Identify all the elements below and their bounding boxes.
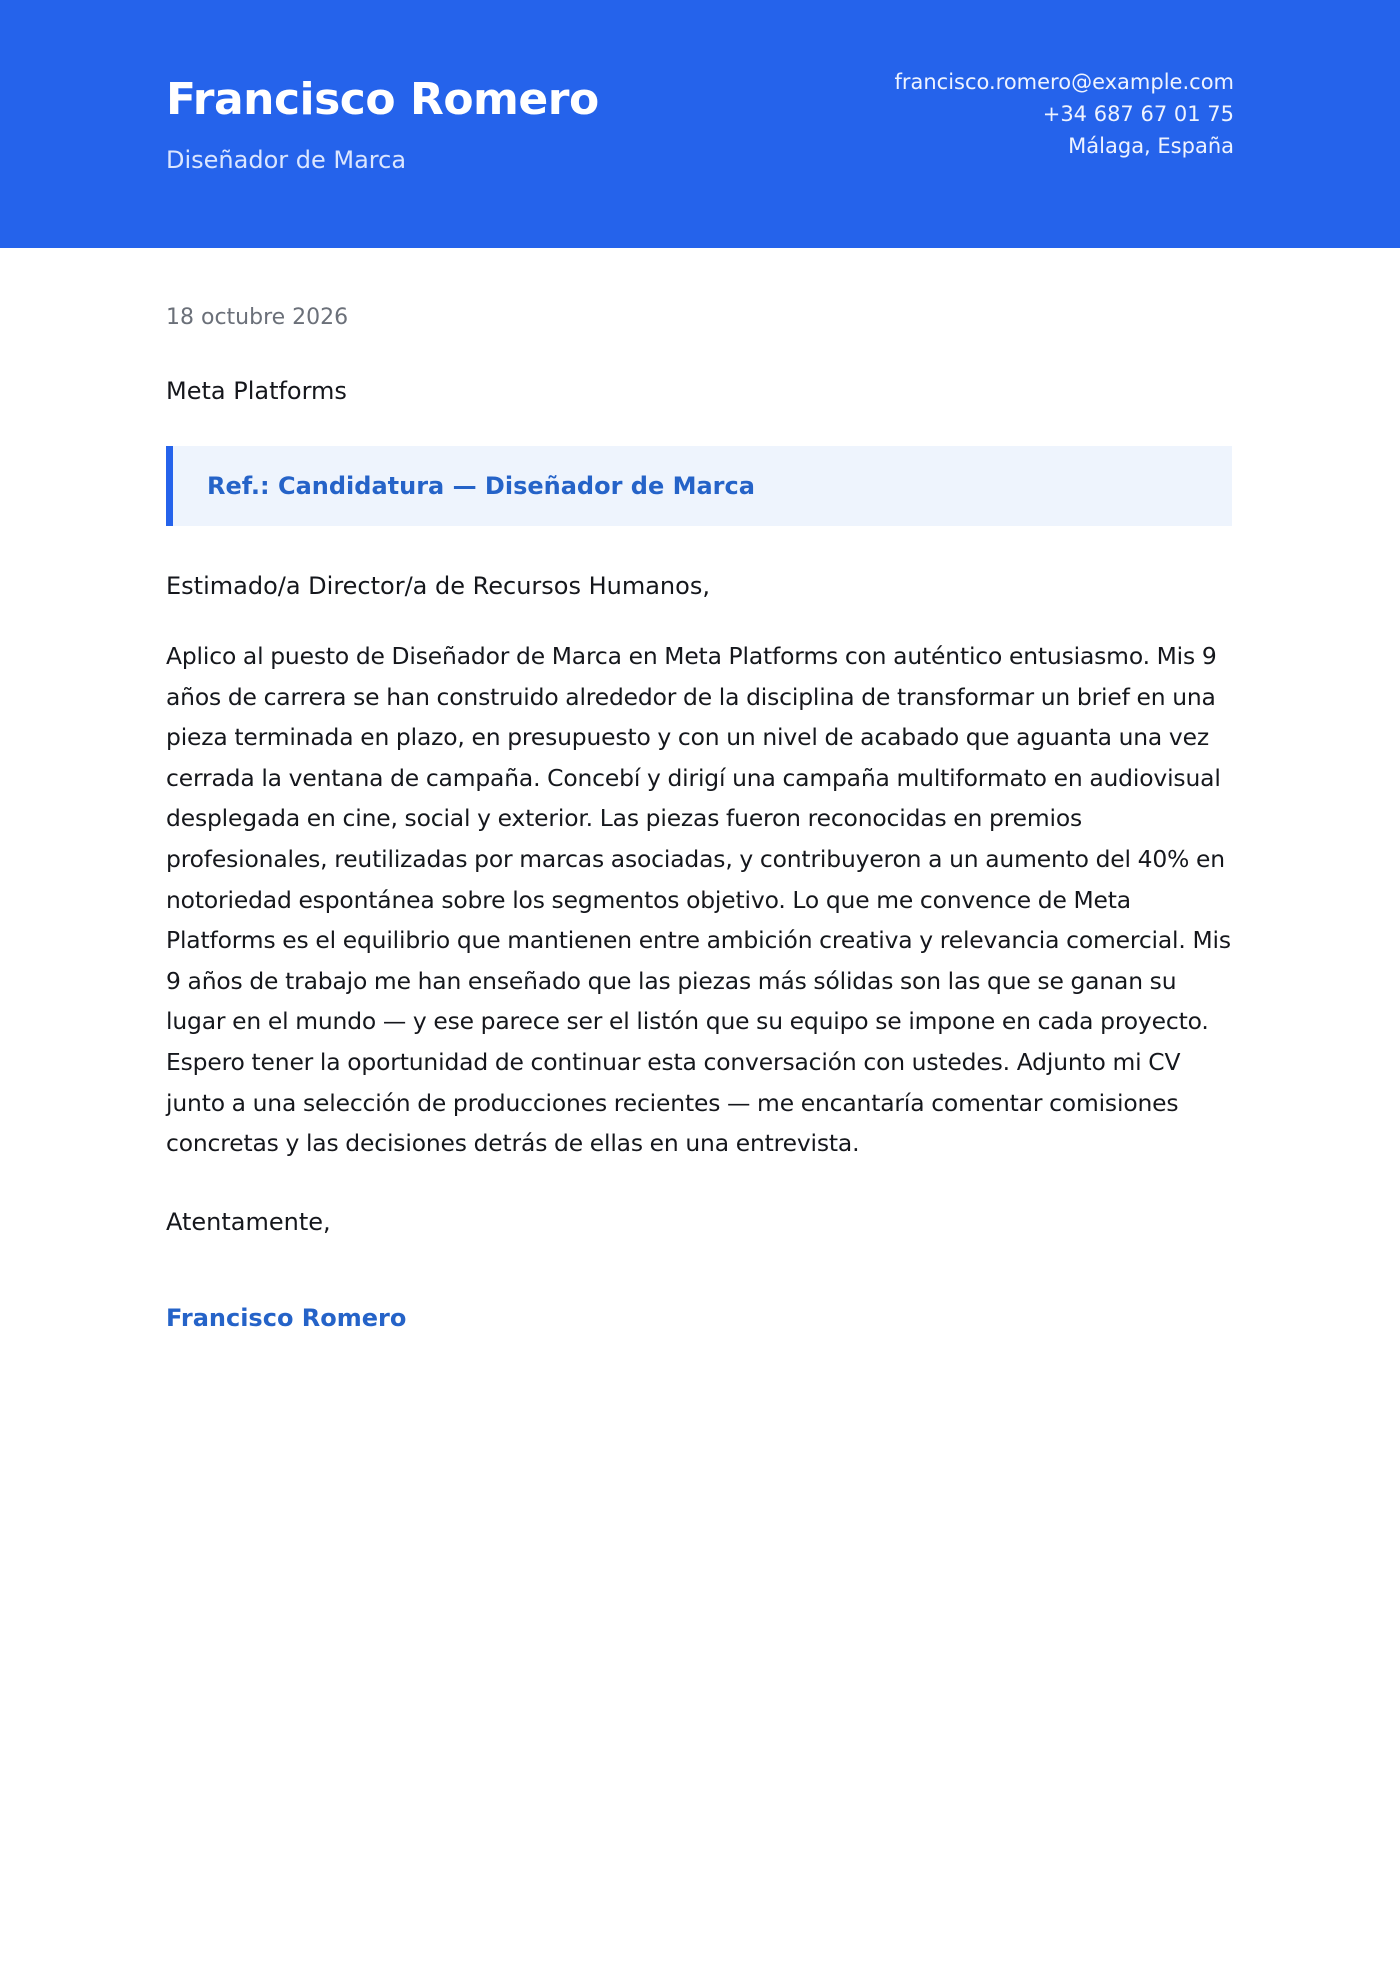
contact-block bbox=[894, 66, 1234, 162]
letterhead-banner bbox=[0, 0, 1400, 248]
salutation: Estimado/a Director/a de Recursos Humanos, bbox=[166, 572, 710, 600]
reference-box bbox=[166, 446, 1232, 526]
sender-name: Francisco Romero bbox=[166, 74, 599, 125]
letter-body: Aplico al puesto de Diseñador de Marca en Meta Platforms con auténtico entusiasmo. Mis 9 años de carrera se han construido alrededor de la disciplina de transformar un brief en una pieza terminada en plazo, en presupuesto y con un nivel de acabado que aguanta una vez cerrada la ventana de campaña. Concebí y dirigí una campaña multiformato en audiovisual desplegada en cine, social y exterior. Las piezas fueron reconocidas en premios profesionales, reutilizadas por marcas asociadas, y contribuyeron a un aumento del 40% en notoriedad espontánea sobre los segmentos objetivo. Lo que me convence de Meta Platforms es el equilibrio que mantienen entre ambición creativa y relevancia comercial. Mis 9 años de trabajo me han enseñado que las piezas más sólidas son las que se ganan su lugar en el mundo — y ese parece ser el listón que su equipo se impone en cada proyecto. Espero tener la oportunidad de continuar esta conversación con ustedes. Adjunto mi CV junto a una selección de producciones recientes — me encantaría comentar comisiones concretas y las decisiones detrás de ellas en una entrevista. bbox=[166, 642, 1231, 1158]
contact-phone: +34 687 67 01 75 bbox=[1042, 102, 1234, 126]
contact-email: francisco.romero@example.com bbox=[894, 70, 1234, 94]
reference-line: Ref.: Candidatura — Diseñador de Marca bbox=[207, 472, 755, 500]
letter-date: 18 octubre 2026 bbox=[166, 305, 349, 330]
sender-role: Diseñador de Marca bbox=[166, 146, 407, 174]
contact-location: Málaga, España bbox=[1068, 134, 1234, 158]
recipient-company: Meta Platforms bbox=[166, 377, 347, 405]
signature-name: Francisco Romero bbox=[166, 1304, 407, 1332]
closing: Atentamente, bbox=[166, 1208, 331, 1236]
